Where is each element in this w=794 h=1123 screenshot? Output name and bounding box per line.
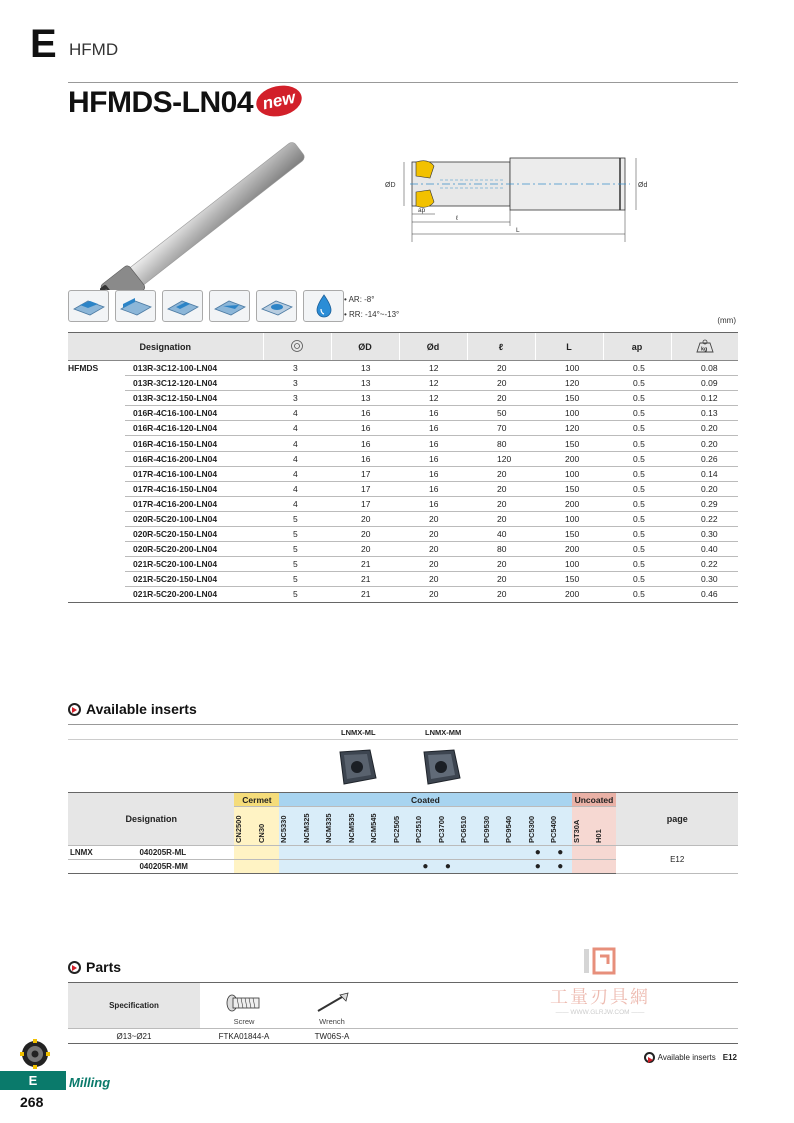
- value-cell: 0.5: [603, 391, 671, 406]
- value-cell: 20: [331, 527, 399, 542]
- value-cell: 16: [331, 421, 399, 436]
- cutting-angles: [344, 292, 399, 322]
- value-cell: 4: [263, 406, 331, 421]
- grade-header: [572, 807, 594, 846]
- grade-label: CN30: [256, 823, 266, 843]
- value-cell: 20: [467, 466, 535, 481]
- grade-availability-cell: ●: [414, 860, 436, 874]
- value-cell: 0.5: [603, 376, 671, 391]
- value-cell: 150: [535, 481, 603, 496]
- spec-table-row: [68, 527, 738, 542]
- axial-rake-spec: • AR: -8°: [344, 295, 375, 304]
- value-cell: 0.5: [603, 527, 671, 542]
- designation-cell: 017R-4C16-100-LN04: [125, 466, 263, 481]
- value-cell: 40: [467, 527, 535, 542]
- grade-label: PC2505: [391, 815, 401, 843]
- svg-text:ℓ: ℓ: [456, 215, 459, 222]
- value-cell: 200: [535, 451, 603, 466]
- value-cell: 13: [331, 361, 399, 376]
- inserts-header-page: page: [616, 793, 738, 846]
- value-cell: 0.22: [671, 511, 738, 526]
- group-uncoated: Uncoated: [572, 793, 617, 807]
- header-length: L: [535, 333, 603, 361]
- value-cell: 70: [467, 421, 535, 436]
- value-cell: 20: [399, 527, 467, 542]
- value-cell: 20: [467, 496, 535, 511]
- arrow-circle-icon: [644, 1052, 655, 1063]
- grade-header: [482, 807, 504, 846]
- grade-availability-cell: [392, 860, 414, 874]
- spec-table-header: [68, 333, 738, 361]
- designation-cell: 013R-3C12-150-LN04: [125, 391, 263, 406]
- grade-header: [347, 807, 369, 846]
- tool-dimension-drawing: [380, 150, 660, 250]
- spec-table-row: [68, 572, 738, 587]
- grade-availability-cell: [482, 846, 504, 860]
- parts-header-wrench: [288, 983, 376, 1029]
- value-cell: 3: [263, 391, 331, 406]
- series-label: HFMDS: [68, 363, 99, 374]
- value-cell: 0.14: [671, 466, 738, 481]
- header-od: ØD: [331, 333, 399, 361]
- value-cell: 5: [263, 542, 331, 557]
- screw-label: Screw: [233, 1017, 255, 1026]
- face-milling-icon: [68, 290, 109, 322]
- value-cell: 20: [467, 361, 535, 376]
- parts-row: [68, 1029, 738, 1044]
- value-cell: 120: [467, 451, 535, 466]
- value-cell: 16: [331, 451, 399, 466]
- insert-mm-label: LNMX-MM: [425, 728, 462, 737]
- new-badge: new: [253, 82, 304, 121]
- spec-table-row: [68, 542, 738, 557]
- section-tab[interactable]: E: [0, 1071, 66, 1090]
- watermark-url: —— WWW.GLRJW.COM ——: [555, 1009, 645, 1016]
- grade-label: NCM545: [369, 813, 379, 843]
- value-cell: 4: [263, 421, 331, 436]
- value-cell: 100: [535, 511, 603, 526]
- value-cell: 12: [399, 391, 467, 406]
- slotting-icon: [162, 290, 203, 322]
- value-cell: 13: [331, 391, 399, 406]
- grade-availability-cell: ●: [549, 846, 571, 860]
- unit-label: (mm): [717, 316, 736, 325]
- available-inserts-heading: [68, 701, 197, 717]
- header-shank-d: Ød: [399, 333, 467, 361]
- value-cell: 0.12: [671, 391, 738, 406]
- grade-availability-cell: ●: [527, 846, 549, 860]
- value-cell: 100: [535, 557, 603, 572]
- grade-availability-cell: [257, 860, 279, 874]
- page-number: 268: [20, 1094, 44, 1110]
- grade-availability-cell: [279, 846, 301, 860]
- flute-count-icon: [290, 339, 304, 353]
- grade-label: NCM335: [324, 813, 334, 843]
- designation-cell: 016R-4C16-200-LN04: [125, 451, 263, 466]
- value-cell: 0.5: [603, 481, 671, 496]
- grade-availability-cell: [302, 860, 324, 874]
- value-cell: 16: [399, 496, 467, 511]
- grade-availability-cell: [257, 846, 279, 860]
- parts-title: Parts: [86, 959, 122, 975]
- value-cell: 20: [399, 511, 467, 526]
- value-cell: 200: [535, 542, 603, 557]
- grade-availability-cell: [459, 860, 481, 874]
- value-cell: 20: [467, 376, 535, 391]
- grade-availability-cell: [234, 860, 256, 874]
- designation-cell: 016R-4C16-100-LN04: [125, 406, 263, 421]
- value-cell: 100: [535, 361, 603, 376]
- insert-page-ref[interactable]: E12: [616, 846, 738, 874]
- weight-icon: [694, 339, 716, 353]
- svg-text:ap: ap: [418, 207, 426, 214]
- inserts-table: [68, 792, 738, 874]
- grade-availability-cell: ●: [527, 860, 549, 874]
- value-cell: 20: [467, 557, 535, 572]
- grade-availability-cell: [302, 846, 324, 860]
- spec-table-row: [68, 511, 738, 526]
- available-inserts-link[interactable]: [644, 1052, 737, 1063]
- spec-table-row: [68, 391, 738, 406]
- value-cell: 100: [535, 466, 603, 481]
- spec-table-row: [68, 376, 738, 391]
- spec-table-row: [68, 406, 738, 421]
- value-cell: 0.5: [603, 572, 671, 587]
- grade-label: CN2500: [234, 815, 244, 843]
- available-inserts-title: Available inserts: [86, 701, 197, 717]
- value-cell: 100: [535, 406, 603, 421]
- grade-availability-cell: [324, 860, 346, 874]
- value-cell: 20: [467, 587, 535, 602]
- value-cell: 0.5: [603, 496, 671, 511]
- value-cell: 16: [331, 406, 399, 421]
- value-cell: 13: [331, 376, 399, 391]
- value-cell: 17: [331, 481, 399, 496]
- designation-cell: 013R-3C12-120-LN04: [125, 376, 263, 391]
- designation-cell: 017R-4C16-150-LN04: [125, 481, 263, 496]
- plunging-icon: [256, 290, 297, 322]
- value-cell: 0.5: [603, 587, 671, 602]
- header-ap: ap: [603, 333, 671, 361]
- insert-designation: 040205R-ML: [139, 846, 234, 860]
- header-weight: [671, 333, 738, 361]
- value-cell: 150: [535, 527, 603, 542]
- inserts-image-divider: [68, 739, 738, 740]
- value-cell: 4: [263, 481, 331, 496]
- grade-label: H01: [593, 829, 603, 843]
- value-cell: 0.30: [671, 527, 738, 542]
- insert-mm-image: [418, 748, 462, 786]
- grade-label: PC2510: [414, 815, 424, 843]
- grade-availability-cell: [279, 860, 301, 874]
- grade-label: NCM535: [346, 813, 356, 843]
- coolant-icon: [303, 290, 344, 322]
- grade-header: [414, 807, 436, 846]
- value-cell: 3: [263, 376, 331, 391]
- grade-label: PC5300: [526, 815, 536, 843]
- parts-heading: [68, 959, 121, 975]
- grade-label: ST30A: [571, 819, 581, 843]
- value-cell: 0.5: [603, 421, 671, 436]
- value-cell: 50: [467, 406, 535, 421]
- grade-header: [459, 807, 481, 846]
- wrench-icon: [312, 991, 352, 1015]
- designation-cell: 017R-4C16-200-LN04: [125, 496, 263, 511]
- value-cell: 80: [467, 542, 535, 557]
- value-cell: 4: [263, 436, 331, 451]
- value-cell: 21: [331, 587, 399, 602]
- value-cell: 4: [263, 496, 331, 511]
- grade-availability-cell: ●: [549, 860, 571, 874]
- value-cell: 21: [331, 557, 399, 572]
- group-cermet: Cermet: [234, 793, 279, 807]
- value-cell: 0.5: [603, 451, 671, 466]
- watermark: [530, 946, 670, 1016]
- spec-table-row: [68, 481, 738, 496]
- grade-availability-cell: [234, 846, 256, 860]
- application-icons: [68, 290, 344, 322]
- spec-table-row: [68, 421, 738, 436]
- grade-availability-cell: [504, 860, 526, 874]
- designation-cell: 021R-5C20-150-LN04: [125, 572, 263, 587]
- designation-cell: 020R-5C20-100-LN04: [125, 511, 263, 526]
- value-cell: 120: [535, 421, 603, 436]
- grade-header: [594, 807, 616, 846]
- value-cell: 0.5: [603, 511, 671, 526]
- parts-header-spec: Specification: [68, 983, 200, 1029]
- arrow-circle-icon: [68, 961, 81, 974]
- insert-series: LNMX: [68, 846, 139, 860]
- grade-header: [527, 807, 549, 846]
- value-cell: 3: [263, 361, 331, 376]
- value-cell: 20: [467, 481, 535, 496]
- grade-availability-cell: [369, 860, 391, 874]
- value-cell: 0.09: [671, 376, 738, 391]
- designation-cell: 021R-5C20-200-LN04: [125, 587, 263, 602]
- value-cell: 0.29: [671, 496, 738, 511]
- value-cell: 12: [399, 361, 467, 376]
- designation-cell: 020R-5C20-150-LN04: [125, 527, 263, 542]
- grade-header: [257, 807, 279, 846]
- grade-label: PC5400: [549, 815, 559, 843]
- radial-rake-spec: • RR: -14°~-13°: [344, 310, 400, 319]
- grade-availability-cell: [572, 846, 594, 860]
- insert-ml-image: [334, 748, 378, 786]
- grade-availability-cell: [369, 846, 391, 860]
- grade-availability-cell: [414, 846, 436, 860]
- value-cell: 0.5: [603, 557, 671, 572]
- grade-label: PC9540: [504, 815, 514, 843]
- value-cell: 12: [399, 376, 467, 391]
- header-ell: ℓ: [467, 333, 535, 361]
- value-cell: 0.20: [671, 481, 738, 496]
- grade-header: [549, 807, 571, 846]
- grade-availability-cell: [594, 846, 616, 860]
- grade-header: [279, 807, 301, 846]
- grade-availability-cell: [482, 860, 504, 874]
- grade-header: [302, 807, 324, 846]
- svg-text:L: L: [516, 227, 520, 234]
- value-cell: 20: [399, 557, 467, 572]
- value-cell: 20: [399, 542, 467, 557]
- tool-photo: [100, 130, 340, 290]
- grade-header: [504, 807, 526, 846]
- grade-header: [234, 807, 256, 846]
- value-cell: 0.40: [671, 542, 738, 557]
- header-designation: Designation: [68, 333, 263, 361]
- value-cell: 0.26: [671, 451, 738, 466]
- value-cell: 5: [263, 557, 331, 572]
- available-inserts-link-page: E12: [722, 1053, 737, 1062]
- value-cell: 21: [331, 572, 399, 587]
- value-cell: 17: [331, 496, 399, 511]
- value-cell: 0.46: [671, 587, 738, 602]
- value-cell: 20: [467, 572, 535, 587]
- designation-cell: 020R-5C20-200-LN04: [125, 542, 263, 557]
- value-cell: 5: [263, 527, 331, 542]
- ramping-icon: [209, 290, 250, 322]
- designation-cell: 021R-5C20-100-LN04: [125, 557, 263, 572]
- designation-cell: 013R-3C12-100-LN04: [125, 361, 263, 376]
- header-flutes: [263, 333, 331, 361]
- section-label: Milling: [69, 1075, 111, 1090]
- value-cell: 16: [399, 466, 467, 481]
- grade-label: NC5330: [279, 815, 289, 843]
- value-cell: 20: [467, 391, 535, 406]
- grade-availability-cell: [324, 846, 346, 860]
- section-letter: E: [30, 22, 57, 66]
- group-coated: Coated: [279, 793, 571, 807]
- inserts-divider: [68, 724, 738, 725]
- value-cell: 20: [331, 511, 399, 526]
- grade-label: PC3700: [436, 815, 446, 843]
- arrow-circle-icon: [68, 703, 81, 716]
- value-cell: 17: [331, 466, 399, 481]
- spec-table-row: [68, 496, 738, 511]
- value-cell: 16: [399, 481, 467, 496]
- value-cell: 150: [535, 572, 603, 587]
- grade-header: [437, 807, 459, 846]
- parts-header-screw: [200, 983, 288, 1029]
- value-cell: 20: [331, 542, 399, 557]
- grade-availability-cell: [437, 846, 459, 860]
- product-title: HFMDS-LN04: [68, 86, 254, 119]
- svg-text:Ød: Ød: [638, 182, 648, 189]
- section-name: HFMD: [69, 40, 119, 59]
- value-cell: 0.30: [671, 572, 738, 587]
- value-cell: 200: [535, 496, 603, 511]
- value-cell: 0.20: [671, 421, 738, 436]
- svg-text:kg: kg: [700, 346, 708, 352]
- value-cell: 120: [535, 376, 603, 391]
- spec-table-row: [68, 451, 738, 466]
- value-cell: 4: [263, 466, 331, 481]
- inserts-header-designation: Designation: [68, 793, 234, 846]
- value-cell: 150: [535, 436, 603, 451]
- grade-availability-cell: [347, 860, 369, 874]
- value-cell: 0.5: [603, 361, 671, 376]
- grade-header: [369, 807, 391, 846]
- value-cell: 0.20: [671, 436, 738, 451]
- value-cell: 5: [263, 511, 331, 526]
- spec-table-row: [68, 557, 738, 572]
- screw-icon: [224, 991, 264, 1015]
- spec-table-row: [68, 436, 738, 451]
- value-cell: 5: [263, 572, 331, 587]
- value-cell: 80: [467, 436, 535, 451]
- insert-row: [68, 846, 738, 860]
- designation-cell: 016R-4C16-120-LN04: [125, 421, 263, 436]
- watermark-logo: [530, 946, 670, 983]
- value-cell: 16: [399, 406, 467, 421]
- value-cell: 0.5: [603, 406, 671, 421]
- insert-ml-label: LNMX-ML: [341, 728, 376, 737]
- header-divider: [68, 82, 738, 83]
- value-cell: 0.13: [671, 406, 738, 421]
- value-cell: 200: [535, 587, 603, 602]
- value-cell: 0.5: [603, 436, 671, 451]
- parts-wrench-value: TW06S-A: [288, 1029, 376, 1044]
- grade-label: PC9530: [481, 815, 491, 843]
- value-cell: 0.5: [603, 542, 671, 557]
- grade-availability-cell: [594, 860, 616, 874]
- value-cell: 0.08: [671, 361, 738, 376]
- grade-label: NCM325: [301, 813, 311, 843]
- spec-table-row: [68, 361, 738, 376]
- spec-table: [68, 332, 738, 603]
- milling-cutter-icon: [19, 1038, 51, 1070]
- value-cell: 16: [399, 451, 467, 466]
- available-inserts-link-label: Available inserts: [657, 1053, 716, 1062]
- grade-label: PC6510: [459, 815, 469, 843]
- parts-screw-value: FTKA01844-A: [200, 1029, 288, 1044]
- value-cell: 4: [263, 451, 331, 466]
- value-cell: 5: [263, 587, 331, 602]
- value-cell: 20: [399, 587, 467, 602]
- value-cell: 20: [399, 572, 467, 587]
- grade-availability-cell: [347, 846, 369, 860]
- designation-cell: 016R-4C16-150-LN04: [125, 436, 263, 451]
- insert-designation: 040205R-MM: [139, 860, 234, 874]
- grade-availability-cell: [392, 846, 414, 860]
- value-cell: 0.22: [671, 557, 738, 572]
- shoulder-milling-icon: [115, 290, 156, 322]
- grade-availability-cell: [504, 846, 526, 860]
- parts-spec-value: Ø13~Ø21: [68, 1029, 200, 1044]
- value-cell: 0.5: [603, 466, 671, 481]
- value-cell: 16: [331, 436, 399, 451]
- spec-table-row: [68, 587, 738, 602]
- grade-header: [324, 807, 346, 846]
- watermark-text: 工量刃具網: [550, 987, 650, 1007]
- grade-availability-cell: [459, 846, 481, 860]
- grade-availability-cell: ●: [437, 860, 459, 874]
- wrench-label: Wrench: [319, 1017, 345, 1026]
- spec-table-row: [68, 466, 738, 481]
- svg-text:ØD: ØD: [385, 182, 396, 189]
- grade-header: [392, 807, 414, 846]
- grade-availability-cell: [572, 860, 594, 874]
- value-cell: 150: [535, 391, 603, 406]
- value-cell: 16: [399, 436, 467, 451]
- value-cell: 16: [399, 421, 467, 436]
- value-cell: 20: [467, 511, 535, 526]
